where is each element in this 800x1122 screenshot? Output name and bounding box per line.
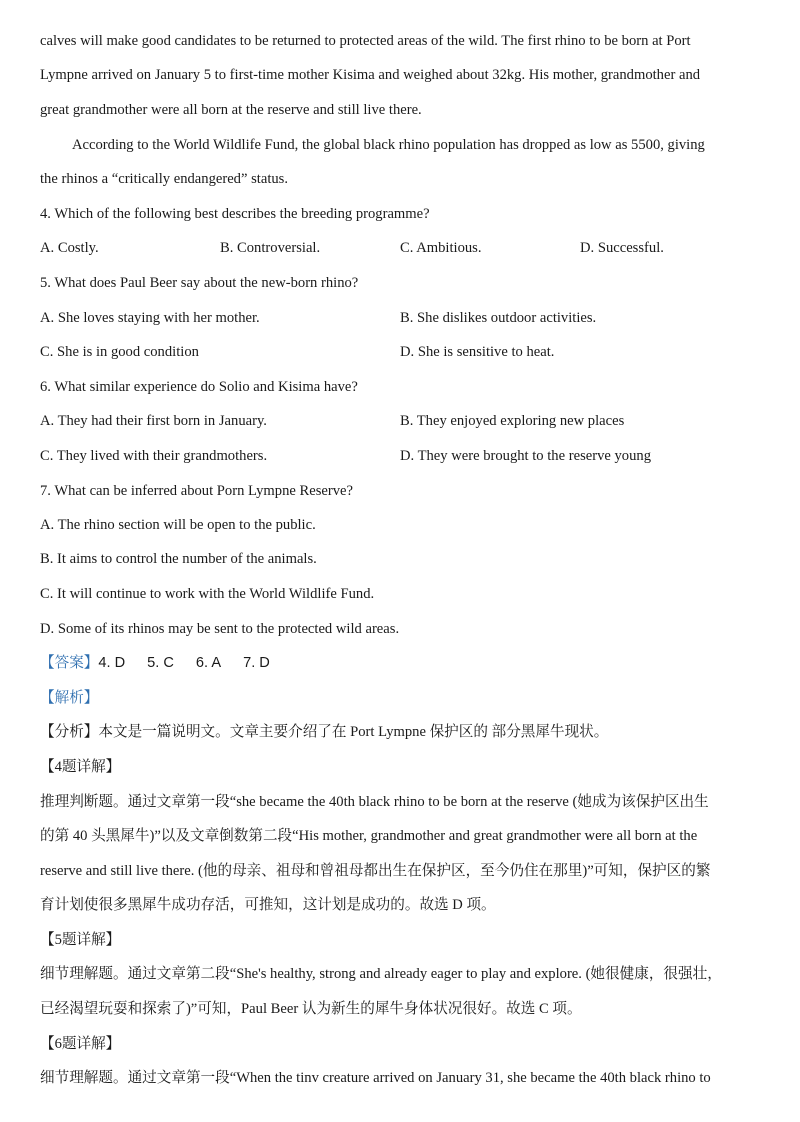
option-b: B. She dislikes outdoor activities.	[400, 310, 597, 326]
option-b: B. It aims to control the number of the animals.	[40, 551, 317, 567]
analysis-summary: 【分析】本文是一篇说明文。文章主要介绍了在 Port Lympne 保护区的 部分黑犀牛现状。	[40, 724, 609, 740]
passage-line: According to the World Wildlife Fund, the global black rhino population has dropped as low as 5500, giving	[72, 137, 705, 153]
question-stem: 5. What does Paul Beer say about the new-born rhino?	[40, 275, 359, 291]
option-b: B. They enjoyed exploring new places	[400, 413, 625, 429]
explanation-line: 已经渴望玩耍和探索了)”可知，Paul Beer 认为新生的犀牛身体状况很好。故选 C 项。	[40, 1001, 582, 1017]
section-heading: 【5题详解】	[40, 932, 121, 948]
explanation-line: 的第 40 头黑犀牛)”以及文章倒数第二段“His mother, grandmother and great grandmother were all born at the	[40, 828, 698, 844]
explanation-line: reserve and still live there. (他的母亲、祖母和曾祖母都出生在保护区，至今仍住在那里)”可知，保护区的繁	[40, 863, 711, 879]
explanation-line: 细节理解题。通过文章第二段“She's healthy, strong and already eager to play and explore. (她很健康，很强壮，	[40, 966, 722, 982]
explanation-line: 细节理解题。通过文章第一段“When the tinv creature arrived on January 31, she became the 40th black rhino to	[40, 1070, 711, 1086]
question-stem: 4. Which of the following best describes the breeding programme?	[40, 206, 430, 222]
option-b: B. Controversial.	[220, 240, 321, 256]
option-c: C. They lived with their grandmothers.	[40, 448, 268, 464]
option-c: C. Ambitious.	[400, 240, 482, 256]
question-stem: 6. What similar experience do Solio and Kisima have?	[40, 379, 358, 395]
section-heading: 【4题详解】	[40, 759, 121, 775]
answer-label: 【答案】	[40, 655, 99, 671]
answer-item: 5. C	[147, 655, 174, 671]
question-stem: 7. What can be inferred about Porn Lympne Reserve?	[40, 483, 353, 499]
answer-item: 7. D	[243, 655, 270, 671]
option-a: A. Costly.	[40, 240, 99, 256]
passage-line: the rhinos a “critically endangered” status.	[40, 171, 288, 187]
option-a: A. She loves staying with her mother.	[40, 310, 260, 326]
option-d: D. They were brought to the reserve young	[400, 448, 651, 464]
explanation-line: 推理判断题。通过文章第一段“she became the 40th black rhino to be born at the reserve (她成为该保护区出生	[40, 794, 709, 810]
analysis-label: 【解析】	[40, 690, 99, 706]
option-d: D. Successful.	[580, 240, 664, 256]
answer-line	[40, 653, 270, 673]
option-d: D. She is sensitive to heat.	[400, 344, 555, 360]
answer-item: 4. D	[98, 655, 126, 671]
passage-line: calves will make good candidates to be returned to protected areas of the wild. The first rhino to be born at Port	[40, 33, 691, 49]
option-a: A. They had their first born in January.	[40, 413, 267, 429]
passage-line: Lympne arrived on January 5 to first-time mother Kisima and weighed about 32kg. His mother, grandmother and	[40, 67, 701, 83]
explanation-line: 育计划使很多黑犀牛成功存活，可推知，这计划是成功的。故选 D 项。	[40, 897, 496, 913]
option-d: D. Some of its rhinos may be sent to the protected wild areas.	[40, 621, 400, 637]
option-a: A. The rhino section will be open to the public.	[40, 517, 316, 533]
option-c: C. She is in good condition	[40, 344, 199, 360]
option-c: C. It will continue to work with the World Wildlife Fund.	[40, 586, 375, 602]
section-heading: 【6题详解】	[40, 1036, 121, 1052]
passage-line: great grandmother were all born at the reserve and still live there.	[40, 102, 422, 118]
answer-item: 6. A	[195, 655, 222, 671]
